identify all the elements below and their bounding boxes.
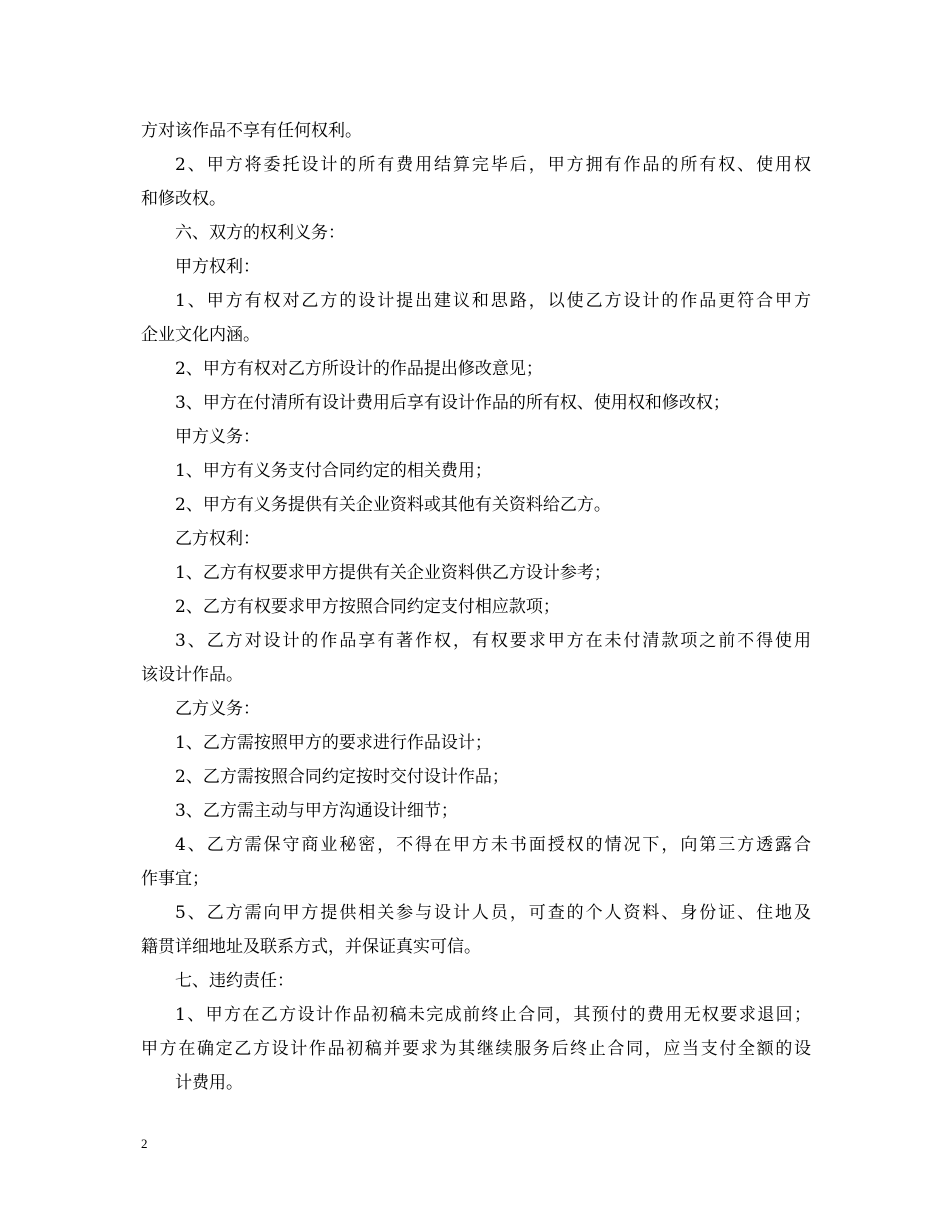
text-line: 3、乙方需主动与甲方沟通设计细节； [175, 801, 458, 821]
text-line: 1、甲方有义务支付合同约定的相关费用； [175, 461, 492, 481]
text-line: 甲方在确定乙方设计作品初稿并要求为其继续服务后终止合同，应当支付全额的设 [141, 1039, 811, 1059]
text-line: 5、乙方需向甲方提供相关参与设计人员，可查的个人资料、身份证、住地及 [175, 903, 811, 923]
page-number: 2 [141, 1136, 148, 1151]
text-line: 该设计作品。 [141, 665, 243, 685]
text-line: 方对该作品不享有任何权利。 [141, 121, 362, 141]
text-line: 1、甲方在乙方设计作品初稿未完成前终止合同，其预付的费用无权要求退回； [175, 1005, 811, 1025]
text-line: 1、乙方有权要求甲方提供有关企业资料供乙方设计参考； [175, 563, 611, 583]
text-line: 乙方权利： [175, 529, 260, 549]
text-line: 企业文化内涵。 [141, 325, 260, 345]
text-line: 1、甲方有权对乙方的设计提出建议和思路，以使乙方设计的作品更符合甲方 [175, 291, 811, 311]
text-line: 籍贯详细地址及联系方式，并保证真实可信。 [141, 937, 481, 957]
text-line: 2、甲方有权对乙方所设计的作品提出修改意见； [175, 359, 543, 379]
text-line: 2、甲方将委托设计的所有费用结算完毕后，甲方拥有作品的所有权、使用权 [175, 155, 811, 175]
text-line: 3、甲方在付清所有设计费用后享有设计作品的所有权、使用权和修改权； [175, 393, 730, 413]
text-line: 计费用。 [175, 1073, 243, 1093]
text-line: 乙方义务： [175, 699, 260, 719]
text-line: 甲方义务： [175, 427, 260, 447]
text-line: 2、甲方有义务提供有关企业资料或其他有关资料给乙方。 [175, 495, 611, 515]
text-line: 六、双方的权利义务： [175, 223, 345, 243]
text-line: 和修改权。 [141, 189, 226, 209]
text-line: 作事宜； [141, 869, 209, 889]
text-line: 2、乙方需按照合同约定按时交付设计作品； [175, 767, 509, 787]
text-line: 甲方权利： [175, 257, 260, 277]
text-line: 3、乙方对设计的作品享有著作权，有权要求甲方在未付清款项之前不得使用 [175, 631, 811, 651]
document-body [141, 114, 811, 1100]
text-line: 2、乙方有权要求甲方按照合同约定支付相应款项； [175, 597, 560, 617]
text-line: 4、乙方需保守商业秘密，不得在甲方未书面授权的情况下，向第三方透露合 [175, 835, 811, 855]
text-line: 七、违约责任： [175, 971, 294, 991]
text-line: 1、乙方需按照甲方的要求进行作品设计； [175, 733, 492, 753]
